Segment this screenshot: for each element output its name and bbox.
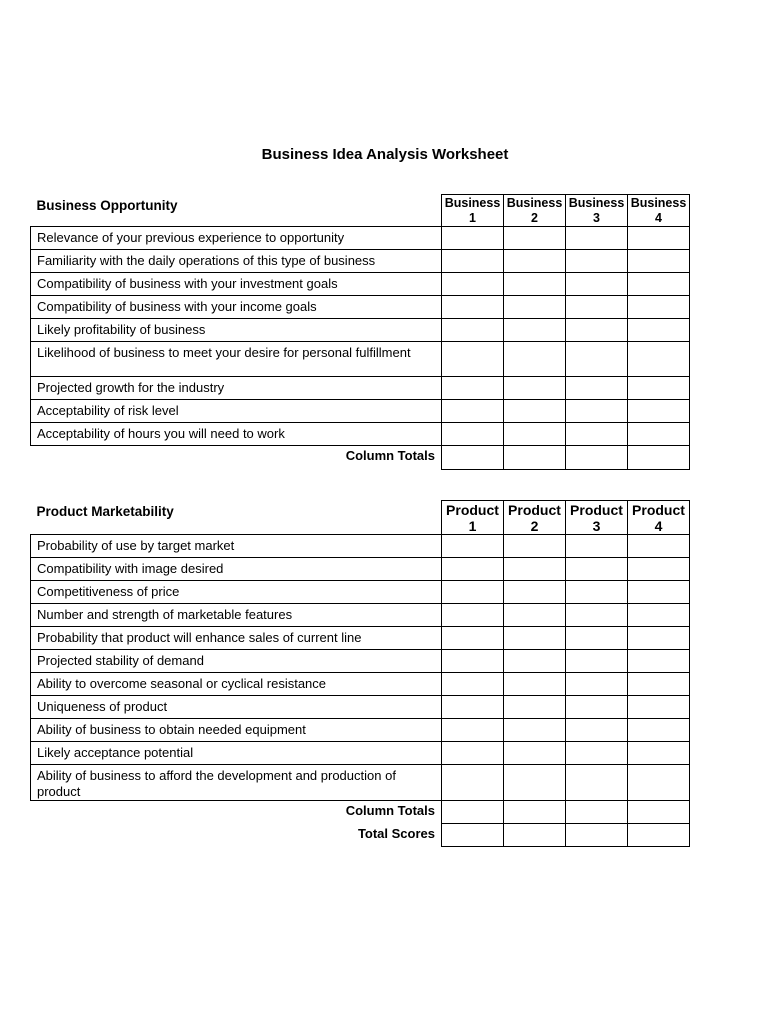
score-cell[interactable] xyxy=(442,696,504,719)
score-cell[interactable] xyxy=(504,650,566,673)
score-cell[interactable] xyxy=(442,673,504,696)
column-header-business-2: Business 2 xyxy=(504,195,566,227)
total-cell[interactable] xyxy=(628,446,690,470)
column-header-product-1: Product 1 xyxy=(442,501,504,535)
section-heading: Business Opportunity xyxy=(36,197,178,213)
column-totals-label: Column Totals xyxy=(345,448,435,463)
table-row xyxy=(31,765,690,801)
score-cell[interactable] xyxy=(566,296,628,319)
score-cell[interactable] xyxy=(442,535,504,558)
score-cell[interactable] xyxy=(442,250,504,273)
score-cell[interactable] xyxy=(566,250,628,273)
score-cell[interactable] xyxy=(442,377,504,400)
criterion-label: Compatibility with image desired xyxy=(31,558,442,581)
score-cell[interactable] xyxy=(442,273,504,296)
score-cell[interactable] xyxy=(504,604,566,627)
criterion-label: Ability to overcome seasonal or cyclical resistance xyxy=(31,673,442,696)
total-cell[interactable] xyxy=(442,446,504,470)
score-cell[interactable] xyxy=(566,696,628,719)
table-row xyxy=(31,742,690,765)
table-row xyxy=(31,558,690,581)
criterion-label: Likelihood of business to meet your desire for personal fulfillment xyxy=(31,342,442,377)
score-cell[interactable] xyxy=(566,742,628,765)
column-totals-row xyxy=(31,801,690,824)
table-header-row xyxy=(31,195,690,227)
table-row xyxy=(31,604,690,627)
table-row xyxy=(31,400,690,423)
table-row xyxy=(31,719,690,742)
criterion-label: Probability that product will enhance sales of current line xyxy=(31,627,442,650)
score-cell[interactable] xyxy=(566,273,628,296)
score-cell[interactable] xyxy=(628,650,690,673)
column-header-product-2: Product 2 xyxy=(504,501,566,535)
criterion-label: Compatibility of business with your income goals xyxy=(31,296,442,319)
criterion-label: Familiarity with the daily operations of this type of business xyxy=(31,250,442,273)
score-cell[interactable] xyxy=(566,673,628,696)
business-opportunity-table xyxy=(30,194,690,470)
score-cell[interactable] xyxy=(504,319,566,342)
score-cell[interactable] xyxy=(628,696,690,719)
score-cell[interactable] xyxy=(566,558,628,581)
total-cell[interactable] xyxy=(566,801,628,824)
table-row xyxy=(31,627,690,650)
column-header-business-3: Business 3 xyxy=(566,195,628,227)
criterion-label: Acceptability of risk level xyxy=(31,400,442,423)
total-cell[interactable] xyxy=(504,446,566,470)
criterion-label: Ability of business to afford the development and production of product xyxy=(31,765,442,801)
score-cell[interactable] xyxy=(628,296,690,319)
score-cell[interactable] xyxy=(628,273,690,296)
score-cell[interactable] xyxy=(442,742,504,765)
table-row xyxy=(31,581,690,604)
table-row xyxy=(31,342,690,377)
score-cell[interactable] xyxy=(566,400,628,423)
score-cell[interactable] xyxy=(442,400,504,423)
score-cell[interactable] xyxy=(504,696,566,719)
score-cell[interactable] xyxy=(504,742,566,765)
score-cell[interactable] xyxy=(504,765,566,801)
score-cell[interactable] xyxy=(442,423,504,446)
score-cell[interactable] xyxy=(442,296,504,319)
column-header-business-4: Business 4 xyxy=(628,195,690,227)
criterion-label: Number and strength of marketable features xyxy=(31,604,442,627)
score-cell[interactable] xyxy=(442,581,504,604)
score-cell[interactable] xyxy=(628,581,690,604)
table-row xyxy=(31,296,690,319)
score-cell[interactable] xyxy=(442,342,504,377)
table-row xyxy=(31,535,690,558)
total-score-cell[interactable] xyxy=(442,824,504,847)
total-cell[interactable] xyxy=(442,801,504,824)
score-cell[interactable] xyxy=(442,558,504,581)
score-cell[interactable] xyxy=(442,627,504,650)
criterion-label: Competitiveness of price xyxy=(31,581,442,604)
score-cell[interactable] xyxy=(566,765,628,801)
score-cell[interactable] xyxy=(628,319,690,342)
table-row xyxy=(31,673,690,696)
score-cell[interactable] xyxy=(628,227,690,250)
score-cell[interactable] xyxy=(504,581,566,604)
score-cell[interactable] xyxy=(442,604,504,627)
table-row xyxy=(31,250,690,273)
score-cell[interactable] xyxy=(566,319,628,342)
score-cell[interactable] xyxy=(628,604,690,627)
table-row xyxy=(31,696,690,719)
score-cell[interactable] xyxy=(504,627,566,650)
total-scores-row xyxy=(31,824,690,847)
product-marketability-table xyxy=(30,500,690,847)
score-cell[interactable] xyxy=(628,342,690,377)
criterion-label: Ability of business to obtain needed equipment xyxy=(31,719,442,742)
column-header-business-1: Business 1 xyxy=(442,195,504,227)
total-score-cell[interactable] xyxy=(504,824,566,847)
total-cell[interactable] xyxy=(628,801,690,824)
total-cell[interactable] xyxy=(504,801,566,824)
score-cell[interactable] xyxy=(566,342,628,377)
score-cell[interactable] xyxy=(504,342,566,377)
column-header-product-3: Product 3 xyxy=(566,501,628,535)
score-cell[interactable] xyxy=(628,673,690,696)
score-cell[interactable] xyxy=(504,673,566,696)
score-cell[interactable] xyxy=(504,273,566,296)
score-cell[interactable] xyxy=(504,400,566,423)
criterion-label: Projected growth for the industry xyxy=(31,377,442,400)
table-header-row xyxy=(31,501,690,535)
score-cell[interactable] xyxy=(566,719,628,742)
column-totals-row xyxy=(31,446,690,470)
score-cell[interactable] xyxy=(504,377,566,400)
criterion-label: Compatibility of business with your investment goals xyxy=(31,273,442,296)
score-cell[interactable] xyxy=(628,535,690,558)
score-cell[interactable] xyxy=(442,650,504,673)
score-cell[interactable] xyxy=(628,742,690,765)
score-cell[interactable] xyxy=(504,558,566,581)
table-row xyxy=(31,227,690,250)
score-cell[interactable] xyxy=(566,581,628,604)
score-cell[interactable] xyxy=(628,719,690,742)
page-title: Business Idea Analysis Worksheet xyxy=(261,146,509,163)
table-row xyxy=(31,423,690,446)
score-cell[interactable] xyxy=(442,719,504,742)
total-scores-label: Total Scores xyxy=(357,825,435,841)
table-row xyxy=(31,377,690,400)
score-cell[interactable] xyxy=(628,377,690,400)
score-cell[interactable] xyxy=(504,719,566,742)
section-heading: Product Marketability xyxy=(36,503,174,519)
criterion-label: Likely profitability of business xyxy=(31,319,442,342)
score-cell[interactable] xyxy=(504,296,566,319)
score-cell[interactable] xyxy=(566,627,628,650)
table-row xyxy=(31,273,690,296)
score-cell[interactable] xyxy=(504,535,566,558)
score-cell[interactable] xyxy=(628,423,690,446)
score-cell[interactable] xyxy=(566,535,628,558)
score-cell[interactable] xyxy=(504,227,566,250)
total-score-cell[interactable] xyxy=(566,824,628,847)
score-cell[interactable] xyxy=(566,650,628,673)
score-cell[interactable] xyxy=(628,400,690,423)
score-cell[interactable] xyxy=(442,227,504,250)
column-header-product-4: Product 4 xyxy=(628,501,690,535)
score-cell[interactable] xyxy=(504,250,566,273)
criterion-label: Uniqueness of product xyxy=(31,696,442,719)
score-cell[interactable] xyxy=(504,423,566,446)
criterion-label: Likely acceptance potential xyxy=(31,742,442,765)
score-cell[interactable] xyxy=(628,765,690,801)
score-cell[interactable] xyxy=(628,627,690,650)
score-cell[interactable] xyxy=(566,423,628,446)
criterion-label: Projected stability of demand xyxy=(31,650,442,673)
table-row xyxy=(31,650,690,673)
score-cell[interactable] xyxy=(442,765,504,801)
table-row xyxy=(31,319,690,342)
score-cell[interactable] xyxy=(566,604,628,627)
total-score-cell[interactable] xyxy=(628,824,690,847)
score-cell[interactable] xyxy=(628,558,690,581)
column-totals-label: Column Totals xyxy=(345,803,435,818)
score-cell[interactable] xyxy=(442,319,504,342)
score-cell[interactable] xyxy=(566,377,628,400)
criterion-label: Acceptability of hours you will need to work xyxy=(31,423,442,446)
score-cell[interactable] xyxy=(628,250,690,273)
criterion-label: Relevance of your previous experience to opportunity xyxy=(31,227,442,250)
score-cell[interactable] xyxy=(566,227,628,250)
criterion-label: Probability of use by target market xyxy=(31,535,442,558)
total-cell[interactable] xyxy=(566,446,628,470)
